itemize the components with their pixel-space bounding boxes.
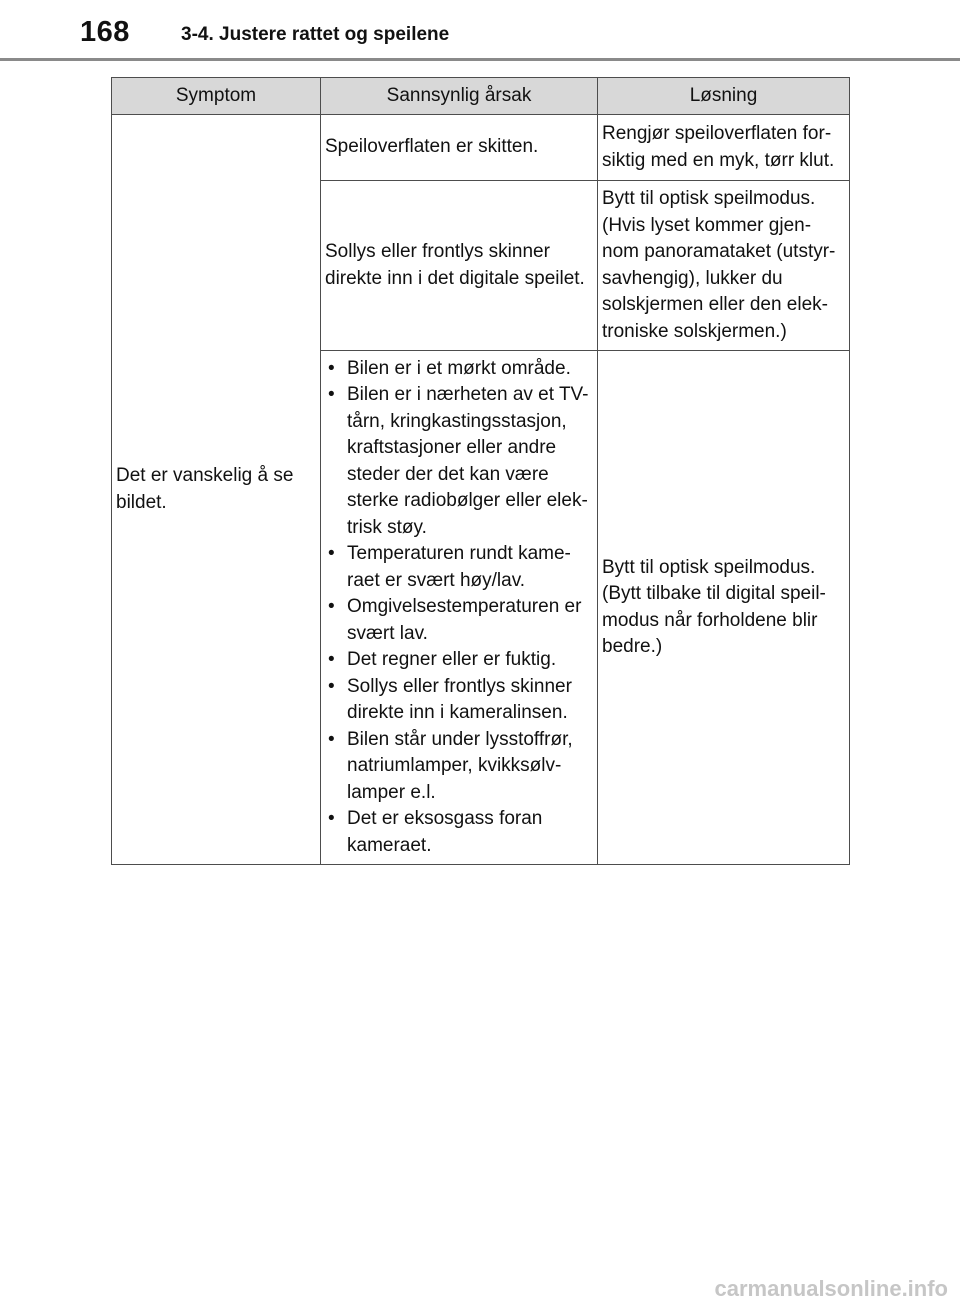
cause-cell [321, 351, 598, 865]
cause-item: • Bilen står under lysstoffrør, natriumlamper, kvikksølv- lamper e.l. [325, 727, 593, 807]
solution-text: Bytt til optisk speilmodus. (Hvis lyset kommer gjen- nom panoramataket (utstyr- savhengig), lukker du solskjermen eller den elek- troniske solskjermen.) [602, 188, 836, 342]
troubleshooting-table [111, 77, 850, 865]
solution-cell [598, 115, 850, 181]
cause-item: • Bilen er i nærheten av et TV- tårn, kringkastingsstasjon, kraftstasjoner eller andre steder der det kan være sterke radiobølger eller elek- trisk støy. [325, 382, 593, 541]
cause-cell [321, 181, 598, 351]
column-header-symptom: Symptom [112, 78, 321, 115]
cause-list [325, 356, 593, 860]
page-number: 168 [80, 16, 130, 48]
solution-text: Bytt til optisk speilmodus. (Bytt tilbake til digital speil- modus når forholdene blir bedre.) [602, 556, 826, 657]
cause-text: Sollys eller frontlys skinner direkte inn i det digitale speilet. [325, 241, 585, 289]
cause-item: • Sollys eller frontlys skinner direkte inn i kameralinsen. [325, 674, 593, 727]
cause-item: • Temperaturen rundt kame- raet er svært høy/lav. [325, 541, 593, 594]
solution-cell [598, 351, 850, 865]
section-title: 3-4. Justere rattet og speilene [181, 24, 450, 45]
symptom-text: Det er vanskelig å se bildet. [116, 465, 294, 513]
symptom-cell [112, 115, 321, 865]
solution-cell [598, 181, 850, 351]
column-header-solution: Løsning [598, 78, 850, 115]
table-header-row [112, 78, 850, 115]
page-header [0, 0, 960, 62]
watermark: carmanualsonline.info [714, 1276, 948, 1301]
cause-item: • Det regner eller er fuktig. [325, 647, 593, 674]
cause-item: • Bilen er i et mørkt område. [325, 356, 593, 383]
cause-cell [321, 115, 598, 181]
header-rule [0, 58, 960, 61]
column-header-cause: Sannsynlig årsak [321, 78, 598, 115]
cause-item: • Det er eksosgass foran kameraet. [325, 806, 593, 859]
cause-item: • Omgivelsestemperaturen er svært lav. [325, 594, 593, 647]
table-row [112, 115, 850, 181]
solution-text: Rengjør speiloverflaten for- siktig med en myk, tørr klut. [602, 123, 835, 171]
cause-text: Speiloverflaten er skitten. [325, 136, 539, 158]
